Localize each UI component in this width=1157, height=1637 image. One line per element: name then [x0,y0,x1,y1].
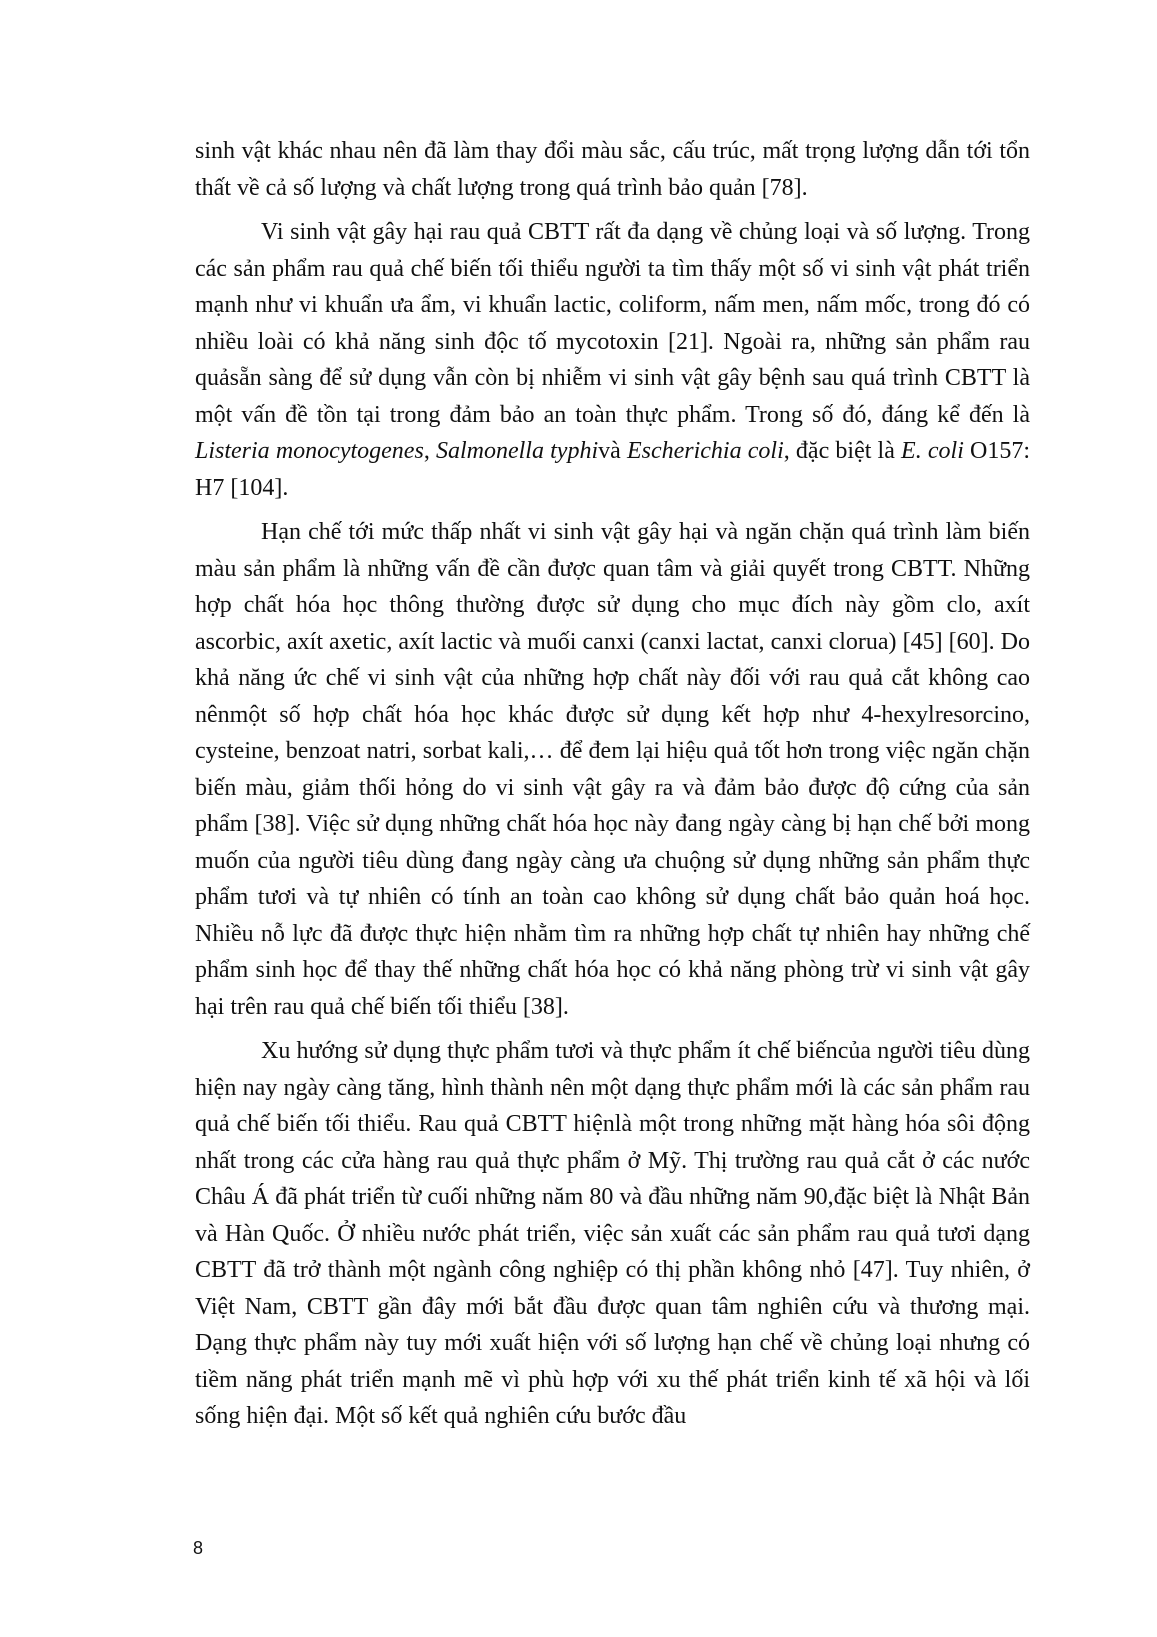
paragraph-market-trends [195,1033,1030,1435]
text-run: , [423,438,436,464]
text-run: Hạn chế tới mức thấp nhất vi sinh vật gây hại và ngăn chặn quá trình làm biến màu sản phẩm là những vấn đề cần được quan tâm và giải quyết trong CBTT. Những hợp chất hóa học thông thường được sử dụng cho mục đích này gồm clo, axít ascorbic, axít axetic, axít lactic và muối canxi (canxi lactat, canxi clorua) [45] [60]. Do khả năng ức chế vi sinh vật của những hợp chất này đối với rau quả cắt không cao nênmột số hợp chất hóa học khác được sử dụng kết hợp như 4-hexylresorcino, cysteine, benzoat natri, sorbat kali,… để đem lại hiệu quả tốt hơn trong việc ngăn chặn biến màu, giảm thối hỏng do vi sinh vật gây ra và đảm bảo được độ cứng của sản phẩm [38]. Việc sử dụng những chất hóa học này đang ngày càng bị hạn chế bởi mong muốn của người tiêu dùng đang ngày càng ưa chuộng sử dụng những sản phẩm thực phẩm tươi và tự nhiên có tính an toàn cao không sử dụng chất bảo quản hoá học. Nhiều nỗ lực đã được thực hiện nhằm tìm ra những hợp chất tự nhiên hay những chế phẩm sinh học để thay thế những chất hóa học có khả năng phòng trừ vi sinh vật gây hại trên rau quả chế biến tối thiểu [38]. [195,519,1030,1020]
species-name: E. coli [901,438,964,464]
text-run: sinh vật khác nhau nên đã làm thay đổi màu sắc, cấu trúc, mất trọng lượng dẫn tới tổn thất về cả số lượng và chất lượng trong quá trình bảo quản [78]. [195,138,1030,201]
paragraph-continuation [195,133,1030,206]
text-run: , đặc biệt là [783,438,902,464]
text-run: Vi sinh vật gây hại rau quả CBTT rất đa dạng về chủng loại và số lượng. Trong các sản phẩm rau quả chế biến tối thiểu người ta tìm thấy một số vi sinh vật phát triển mạnh như vi khuẩn ưa ẩm, vi khuẩn lactic, coliform, nấm men, nấm mốc, trong đó có nhiều loài có khả năng sinh độc tố mycotoxin [21]. Ngoài ra, những sản phẩm rau quảsẵn sàng để sử dụng vẫn còn bị nhiễm vi sinh vật gây bệnh sau quá trình CBTT là một vấn đề tồn tại trong đảm bảo an toàn thực phẩm. Trong số đó, đáng kể đến là [195,219,1030,428]
species-name: Escherichia coli [626,438,784,464]
page-number: 8 [193,1538,204,1558]
species-name: Listeria monocytogenes [195,438,424,464]
text-run: Xu hướng sử dụng thực phẩm tươi và thực phẩm ít chế biếncủa người tiêu dùng hiện nay ngày càng tăng, hình thành nên một dạng thực phẩm mới là các sản phẩm rau quả chế biến tối thiểu. Rau quả CBTT hiệnlà một trong những mặt hàng hóa sôi động nhất trong các cửa hàng rau quả thực phẩm ở Mỹ. Thị trường rau quả cắt ở các nước Châu Á đã phát triển từ cuối những năm 80 và đầu những năm 90,đặc biệt là Nhật Bản và Hàn Quốc. Ở nhiều nước phát triển, việc sản xuất các sản phẩm rau quả tươi dạng CBTT đã trở thành một ngành công nghiệp có thị phần không nhỏ [47]. Tuy nhiên, ở Việt Nam, CBTT gần đây mới bắt đầu được quan tâm nghiên cứu và thương mại. Dạng thực phẩm này tuy mới xuất hiện với số lượng hạn chế về chủng loại nhưng có tiềm năng phát triển mạnh mẽ vì phù hợp với xu thế phát triển kinh tế xã hội và lối sống hiện đại. Một số kết quả nghiên cứu bước đầu [195,1038,1030,1429]
text-run: và [598,438,627,464]
text-run: O157: H7 [104]. [195,438,1031,501]
species-name: Salmonella typhi [435,438,599,464]
body-text [195,133,1030,1443]
paragraph-microorganisms [195,214,1030,506]
paragraph-chemical-treatments [195,514,1030,1025]
